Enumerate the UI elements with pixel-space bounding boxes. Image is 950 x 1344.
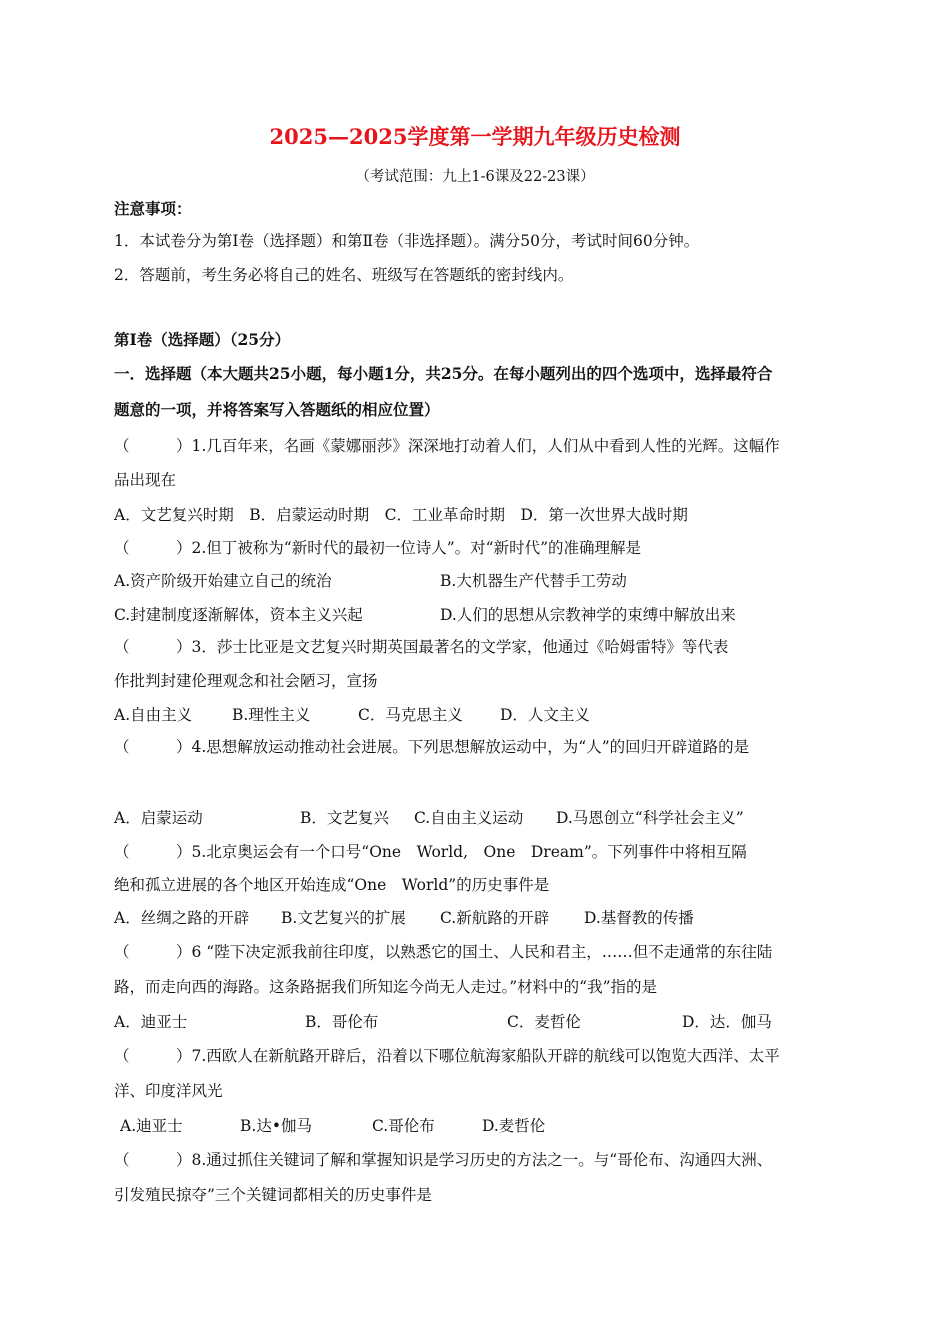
notice-item-1: 1．本试卷分为第Ⅰ卷（选择题）和第Ⅱ卷（非选择题）。满分50分，考试时间60分钟。: [114, 232, 700, 250]
question-3-option-d: D．人文主义: [500, 706, 590, 724]
question-3-option-a: A.自由主义: [114, 706, 193, 724]
question-6-option-d: D．达．伽马: [682, 1013, 772, 1031]
question-2-option-b: B.大机器生产代替手工劳动: [440, 572, 627, 590]
question-6-option-b: B．哥伦布: [305, 1013, 379, 1031]
question-3-stem-cont: 作批判封建伦理观念和社会陋习，宣扬: [114, 672, 378, 690]
exam-scope: （考试范围：九上1-6课及22-23课）: [355, 169, 595, 185]
question-3-option-c: C．马克思主义: [358, 706, 463, 724]
question-7-option-c: C.哥伦布: [372, 1117, 435, 1135]
question-2-option-a: A.资产阶级开始建立自己的统治: [114, 572, 332, 590]
question-4-stem: （ ）4.思想解放运动推动社会进展。下列思想解放运动中，为“人”的回归开辟道路的是: [114, 738, 750, 756]
question-5-stem: （ ）5.北京奥运会有一个口号“One World, One Dream”。下列事件中将相互隔: [114, 843, 747, 861]
question-8-stem-cont: 引发殖民掠夺”三个关键词都相关的历史事件是: [114, 1186, 432, 1204]
question-7-option-a: A.迪亚士: [120, 1117, 183, 1135]
question-5-option-c: C.新航路的开辟: [440, 909, 550, 927]
question-5-option-b: B.文艺复兴的扩展: [281, 909, 406, 927]
question-1-stem-cont: 品出现在: [114, 471, 177, 489]
page-title: 2025—2025学度第一学期九年级历史检测: [269, 124, 681, 149]
question-7-stem: （ ）7.西欧人在新航路开辟后，沿着以下哪位航海家船队开辟的航线可以饱览大西洋、太平: [114, 1047, 780, 1065]
question-2-option-c: C.封建制度逐渐解体，资本主义兴起: [114, 606, 363, 624]
question-7-option-d: D.麦哲伦: [482, 1117, 546, 1135]
section-instructions-line2: 题意的一项，并将答案写入答题纸的相应位置）: [114, 400, 440, 419]
question-2-stem: （ ）2.但丁被称为“新时代的最初一位诗人”。对“新时代”的准确理解是: [114, 539, 641, 557]
part1-heading: 第Ⅰ卷（选择题）（25分）: [114, 330, 291, 349]
question-6-option-c: C．麦哲伦: [507, 1013, 581, 1031]
question-8-stem: （ ）8.通过抓住关键词了解和掌握知识是学习历史的方法之一。与“哥伦布、沟通四大洲、: [114, 1151, 773, 1169]
question-4-option-c: C.自由主义运动: [414, 809, 524, 827]
notice-heading: 注意事项：: [114, 199, 192, 218]
question-6-stem: （ ）6 “陛下决定派我前往印度，以熟悉它的国土、人民和君主，……但不走通常的东往陆: [114, 943, 773, 961]
question-5-stem-cont: 绝和孤立进展的各个地区开始连成“One World”的历史事件是: [114, 876, 550, 894]
question-4-option-b: B．文艺复兴: [300, 809, 389, 827]
section-instructions-line1: 一．选择题（本大题共25小题，每小题1分，共25分。在每小题列出的四个选项中，选择最符合: [114, 364, 773, 383]
notice-item-2: 2．答题前，考生务必将自己的姓名、班级写在答题纸的密封线内。: [114, 266, 574, 284]
question-7-option-b: B.达•伽马: [240, 1117, 312, 1135]
question-6-option-a: A．迪亚士: [114, 1013, 188, 1031]
question-7-stem-cont: 洋、印度洋风光: [114, 1082, 223, 1100]
question-5-option-d: D.基督教的传播: [584, 909, 694, 927]
question-1-stem: （ ）1.几百年来，名画《蒙娜丽莎》深深地打动着人们，人们从中看到人性的光辉。这幅作: [114, 437, 780, 455]
question-2-option-d: D.人们的思想从宗教神学的束缚中解放出来: [440, 606, 736, 624]
question-1-options: A．文艺复兴时期 B．启蒙运动时期 C．工业革命时期 D．第一次世界大战时期: [114, 506, 688, 524]
question-3-option-b: B.理性主义: [232, 706, 311, 724]
question-5-option-a: A．丝绸之路的开辟: [114, 909, 250, 927]
question-6-stem-cont: 路，而走向西的海路。这条路据我们所知迄今尚无人走过。”材料中的“我”指的是: [114, 978, 658, 996]
question-4-option-a: A．启蒙运动: [114, 809, 203, 827]
question-4-option-d: D.马恩创立“科学社会主义”: [556, 809, 744, 827]
question-3-stem: （ ）3．莎士比亚是文艺复兴时期英国最著名的文学家，他通过《哈姆雷特》等代表: [114, 638, 729, 656]
